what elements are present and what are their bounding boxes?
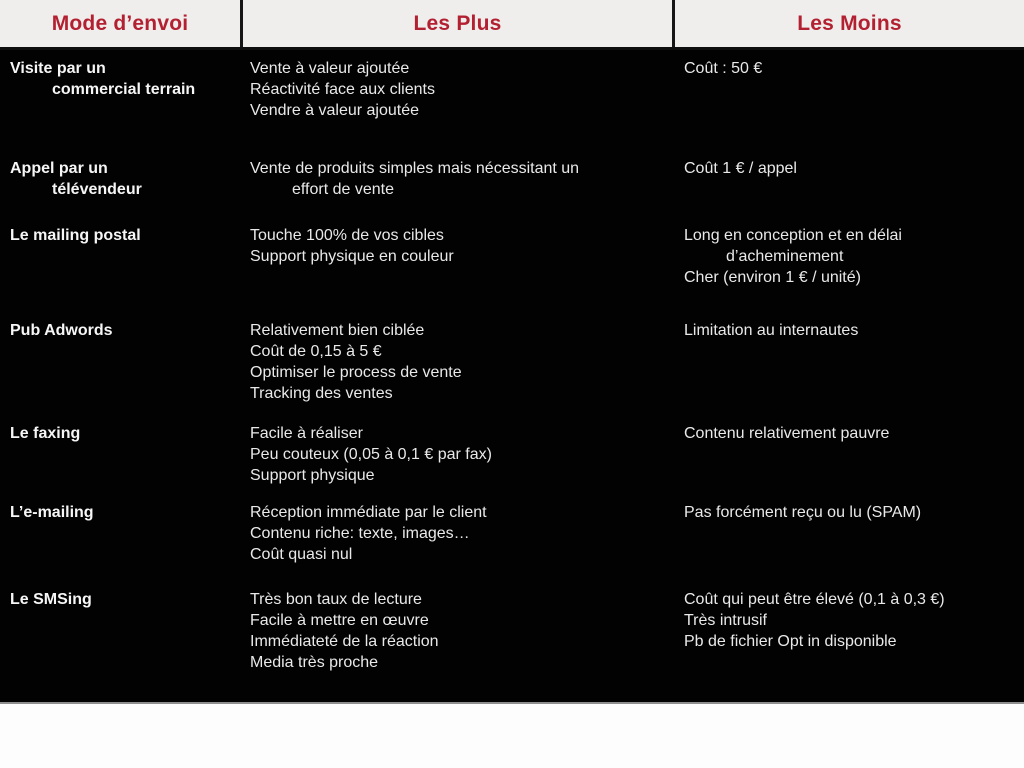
mode-line: commercial terrain — [52, 81, 196, 98]
plus-line: Touche 100% de vos cibles — [250, 227, 444, 244]
table-row — [0, 225, 1024, 288]
mode-line: L’e-mailing — [10, 504, 94, 521]
table-row — [0, 58, 1024, 121]
mode-cell — [0, 320, 240, 404]
plus-cell — [240, 58, 672, 121]
moins-line: Coût : 50 € — [684, 60, 763, 77]
mode-line: Pub Adwords — [10, 322, 113, 339]
moins-line: Coût qui peut être élevé (0,1 à 0,3 €) — [684, 591, 945, 608]
plus-line: Réactivité face aux clients — [250, 81, 435, 98]
moins-line: Long en conception et en délai — [684, 227, 902, 244]
mode-line: Appel par un — [10, 160, 108, 177]
moins-cell — [672, 589, 1024, 673]
table-row — [0, 158, 1024, 200]
moins-cell — [672, 58, 1024, 121]
mode-line: Le SMSing — [10, 591, 92, 608]
plus-line: Vendre à valeur ajoutée — [250, 102, 420, 119]
plus-line: Media très proche — [250, 654, 379, 671]
plus-line: Coût quasi nul — [250, 546, 353, 563]
plus-line: Vente à valeur ajoutée — [250, 60, 410, 77]
plus-cell — [240, 502, 672, 565]
moins-cell — [672, 320, 1024, 404]
plus-line: Relativement bien ciblée — [250, 322, 425, 339]
moins-line: Coût 1 € / appel — [684, 160, 797, 177]
moins-cell — [672, 158, 1024, 200]
header-les-moins: Les Moins — [672, 0, 1024, 47]
plus-cell — [240, 225, 672, 288]
header-mode-denvoi: Mode d’envoi — [51, 11, 189, 35]
plus-line: Coût de 0,15 à 5 € — [250, 343, 382, 360]
plus-line: Tracking des ventes — [250, 385, 393, 402]
plus-cell — [240, 158, 672, 200]
mode-line: Visite par un — [10, 60, 106, 77]
table-body — [0, 50, 1024, 702]
plus-line: Facile à mettre en œuvre — [250, 612, 429, 629]
mode-line: télévendeur — [52, 181, 142, 198]
mode-cell — [0, 423, 240, 486]
moins-cell — [672, 502, 1024, 565]
plus-cell — [240, 320, 672, 404]
moins-cell — [672, 423, 1024, 486]
moins-line: Contenu relativement pauvre — [684, 425, 890, 442]
plus-line: Immédiateté de la réaction — [250, 633, 439, 650]
mode-line: Le mailing postal — [10, 227, 141, 244]
header-les-plus: Les Plus — [240, 0, 672, 47]
table-row — [0, 320, 1024, 404]
moins-line: d’acheminement — [726, 248, 844, 265]
plus-cell — [240, 423, 672, 486]
plus-line: Réception immédiate par le client — [250, 504, 487, 521]
moins-line: Cher (environ 1 € / unité) — [684, 269, 861, 286]
mode-cell — [0, 225, 240, 288]
moins-line: Pb de fichier Opt in disponible — [684, 633, 897, 650]
plus-line: effort de vente — [292, 181, 394, 198]
mode-line: Le faxing — [10, 425, 81, 442]
table-row — [0, 589, 1024, 673]
table-row — [0, 502, 1024, 565]
plus-line: Support physique en couleur — [250, 248, 454, 265]
mode-cell — [0, 158, 240, 200]
mode-cell — [0, 502, 240, 565]
plus-line: Optimiser le process de vente — [250, 364, 462, 381]
moins-line: Très intrusif — [684, 612, 767, 629]
moins-line: Limitation au internautes — [684, 322, 859, 339]
table-row — [0, 423, 1024, 486]
mode-cell — [0, 589, 240, 673]
plus-cell — [240, 589, 672, 673]
plus-line: Vente de produits simples mais nécessitant un — [250, 160, 580, 177]
plus-line: Contenu riche: texte, images… — [250, 525, 470, 542]
table-header-row — [0, 0, 1024, 50]
mode-cell — [0, 58, 240, 121]
bottom-white-strip — [0, 702, 1024, 768]
plus-line: Peu couteux (0,05 à 0,1 € par fax) — [250, 446, 492, 463]
moins-line: Pas forcément reçu ou lu (SPAM) — [684, 504, 922, 521]
plus-line: Très bon taux de lecture — [250, 591, 422, 608]
plus-line: Facile à réaliser — [250, 425, 363, 442]
moins-cell — [672, 225, 1024, 288]
plus-line: Support physique — [250, 467, 375, 484]
